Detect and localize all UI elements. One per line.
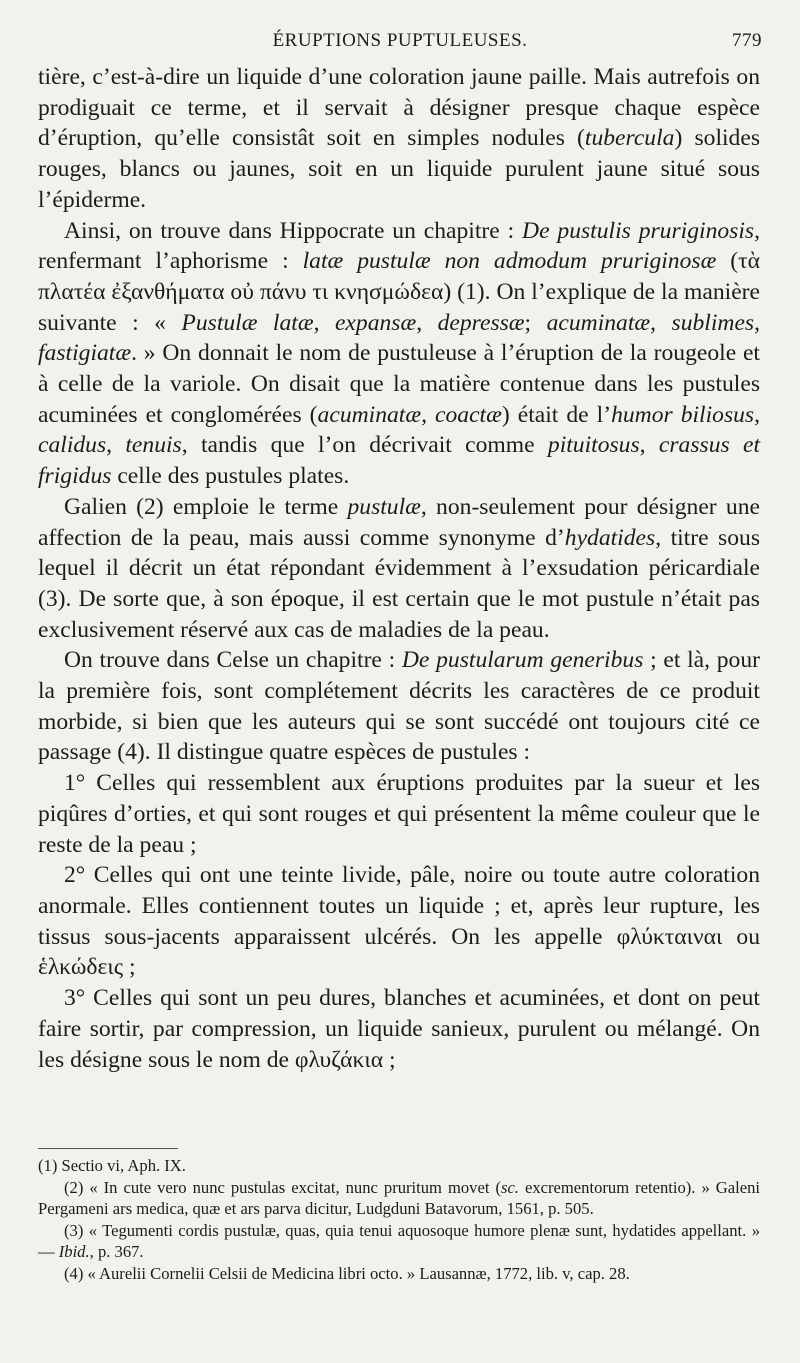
paragraph <box>38 216 760 492</box>
footnote-rule <box>38 1148 178 1149</box>
text-run: 3° Celles qui sont un peu dures, blanches et acuminées, et dont on peut faire sortir, par compression, un liquide sanieux, purulent ou mélangé. On les désigne sous le nom de φλυζάκια ; <box>38 985 760 1073</box>
paragraph <box>38 492 760 646</box>
text-run: ; <box>524 309 547 336</box>
text-run: (τὰ πλατέα ἐξανθήματα οὐ πάνυ τι κνησμώδεα) (1). On l’explique de la manière suivante : « <box>38 248 760 336</box>
text-run: ) était de l’ <box>501 401 612 428</box>
text-run: , <box>650 309 672 336</box>
text-run: (4) « Aurelii Cornelii Celsii de Medicina libri octo. » Lausannæ, 1772, lib. v, cap. 28. <box>64 1263 630 1283</box>
text-run: , <box>754 309 760 336</box>
italic-text: De pustulis pruriginosis <box>522 217 755 244</box>
footnotes <box>38 1155 760 1285</box>
text-run: ; et là, pour la première fois, sont complétement décrits les caractères de ce produit morbide, si bien que les auteurs qui se sont succédé ont toujours cité ce passage (4). Il distingue quatre espèces de pustules : <box>38 647 760 766</box>
text-run: On trouve dans Celse un chapitre : <box>64 647 402 674</box>
italic-text: latæ pustulæ non admodum pruriginosæ <box>302 248 717 275</box>
italic-text: pustulæ <box>347 493 421 520</box>
italic-text: tenuis <box>125 432 182 459</box>
italic-text: depressæ <box>437 309 525 336</box>
text-run: (2) « In cute vero nunc pustulas excitat, nunc pruritum movet ( <box>64 1177 501 1197</box>
text-run: (3) « Tegumenti cordis pustulæ, quas, quia tenui aquosoque humore plenæ sunt, hydatides appellant. » — <box>38 1220 760 1262</box>
italic-text: humor biliosus <box>611 401 755 428</box>
italic-text: pituitosus <box>547 432 640 459</box>
italic-text: Ibid. <box>58 1242 90 1262</box>
italic-text: tubercula <box>584 125 675 152</box>
paragraph <box>38 768 760 860</box>
italic-text: calidus <box>38 432 107 459</box>
text-run: . » On donnait le nom de pustuleuse à l’éruption de la rougeole et à celle de la variole. On disait que la matière contenue dans les pustules acuminées et conglomérées ( <box>38 340 760 428</box>
text-run: , renfermant l’aphorisme : <box>38 217 760 275</box>
body-text <box>38 62 760 1075</box>
text-run: Galien (2) emploie le terme <box>64 493 348 520</box>
italic-text: sublimes <box>671 309 755 336</box>
italic-text: sc. <box>500 1177 519 1197</box>
italic-text: expansæ <box>334 309 417 336</box>
italic-text: acuminatæ, coactæ <box>317 401 502 428</box>
paragraph <box>38 645 760 768</box>
text-run: , <box>416 309 438 336</box>
text-run: (1) Sectio vi, Aph. IX. <box>38 1156 186 1175</box>
running-header <box>38 30 762 58</box>
text-run: , <box>106 432 126 459</box>
text-run: , <box>754 401 761 428</box>
text-run: 1° Celles qui ressemblent aux éruptions produites par la sueur et les piqûres d’orties, et qui sont rouges et qui présentent la même couleur que le reste de la peau ; <box>38 770 760 858</box>
text-run: , p. 367. <box>89 1242 144 1262</box>
text-run: ) solides rouges, blancs ou jaunes, soit en un liquide purulent jaune situé sous l’épiderme. <box>38 125 760 213</box>
italic-text: acuminatæ <box>546 309 651 336</box>
text-run: 2° Celles qui ont une teinte livide, pâle, noire ou toute autre coloration anormale. Elles contiennent toutes un liquide ; et, après leur rupture, les tissus sous-jacents apparaissent ulcérés. On les appelle φλύκταιναι ou ἑλκώδεις ; <box>38 862 760 981</box>
text-run: , titre sous lequel il décrit un état répondant évidemment à l’exsudation péricardiale (3). De sorte que, à son époque, il est certain que le mot pustule n’était pas exclusivement réservé aux cas de maladies de la peau. <box>38 524 760 643</box>
paragraph <box>38 62 760 216</box>
text-run: excrementorum retentio). » Galeni Pergameni ars medica, quæ et ars parva dicitur, Ludgduni Batavorum, 1561, p. 505. <box>38 1177 760 1219</box>
italic-text: hydatides <box>564 524 656 551</box>
text-run: Ainsi, on trouve dans Hippocrate un chapitre : <box>64 217 523 244</box>
paragraph <box>38 860 760 983</box>
footnote <box>38 1220 760 1263</box>
text-run: , non-seulement pour désigner une affection de la peau, mais aussi comme synonyme d’ <box>38 493 760 551</box>
paragraph <box>38 983 760 1075</box>
italic-text: fastigiatæ <box>38 340 132 367</box>
text-run: tière, c’est-à-dire un liquide d’une coloration jaune paille. Mais autrefois on prodiguait ce terme, et il servait à désigner presque chaque espèce d’éruption, qu’elle consistât soit en simples nodules ( <box>38 64 760 152</box>
text-run: celle des pustules plates. <box>111 463 350 490</box>
italic-text: Pustulæ latæ <box>181 309 314 336</box>
footnote <box>38 1177 760 1220</box>
italic-text: De pustularum generibus <box>401 647 644 674</box>
italic-text: crassus et frigidus <box>38 432 761 490</box>
running-title: ÉRUPTIONS PUPTULEUSES. <box>272 30 528 51</box>
footnote <box>38 1263 760 1285</box>
text-run: , tandis que l’on décrivait comme <box>181 432 548 459</box>
text-run: , <box>639 432 659 459</box>
footnote <box>38 1155 760 1177</box>
page-number: 779 <box>732 30 762 51</box>
text-run: , <box>313 309 335 336</box>
